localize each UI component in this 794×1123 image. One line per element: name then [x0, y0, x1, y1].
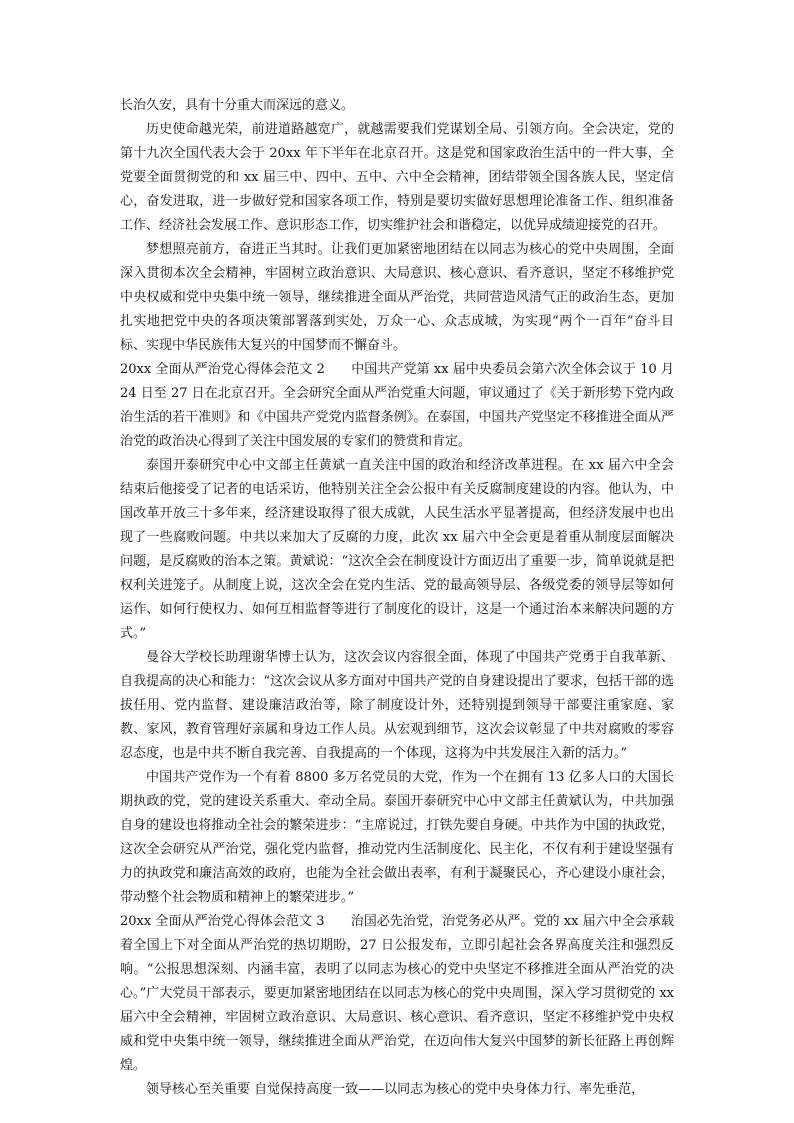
paragraph-sample-2-heading: 20xx 全面从严治党心得体会范文 2 中国共产党第 xx 届中央委员会第六次全体会议于 10 月 24 日至 27 日在北京召开。全会研究全面从严治党重大问题，审议通过了《关于新形势下党内政治生活的若干准则》和《中国共产党党内监督条例》。在泰国，中国共产党坚定不移推进全面从严治党的政治决心得到了关注中国发展的专家们的赞赏和肯定。	[120, 362, 674, 449]
paragraph-party-size: 中国共产党作为一个有着 8800 多万名党员的大党，作为一个在拥有 13 亿多人口的大国长期执政的党，党的建设关系重大、牵动全局。泰国开泰研究中心中文部主任黄斌认为，中共加强自身的建设也将推动全社会的繁荣进步：“主席说过，打铁先要自身硬。中共作为中国的执政党，这次全会研究从严治党，强化党内监督，推动党内生活制度化、民主化，不仅有利于建设坚强有力的执政党和廉洁高效的政府，也能为全社会做出表率，有利于凝聚民心，齐心建设小康社会，带动整个社会物质和精神上的繁荣进步。”	[120, 770, 674, 905]
paragraph-sample-3-heading: 20xx 全面从严治党心得体会范文 3 治国必先治党，治党务必从严。党的 xx 届六中全会承载着全国上下对全面从严治党的热切期盼，27 日公报发布，立即引起社会各界高度关注和强烈反响。“公报思想深刻、内涵丰富，表明了以同志为核心的党中央坚定不移推进全面从严治党的决心。”广大党员干部表示，要更加紧密地团结在以同志为核心的党中央周围，深入学习贯彻党的 xx 届六中全会精神，牢固树立政治意识、大局意识、核心意识、看齐意识，坚定不移维护党中央权威和党中央集中统一领导，继续推进全面从严治党，在迈向伟大复兴中国梦的新长征路上再创辉煌。	[120, 914, 674, 1073]
paragraph-intro-continuation: 长治久安，具有十分重大而深远的意义。	[120, 98, 355, 113]
paragraph-dream-ahead: 梦想照亮前方，奋进正当其时。让我们更加紧密地团结在以同志为核心的党中央周围，全面深入贯彻本次全会精神，牢固树立政治意识、大局意识、核心意识、看齐意识，坚定不移维护党中央权威和党中央集中统一领导，继续推进全面从严治党，共同营造风清气正的政治生态，更加扎实地把党中央的各项决策部署落到实处，万众一心、众志成城，为实现“两个一百年”奋斗目标、实现中华民族伟大复兴的中国梦而不懈奋斗。	[120, 242, 674, 353]
paragraph-huang-bin: 泰国开泰研究中心中文部主任黄斌一直关注中国的政治和经济改革进程。在 xx 届六中全会结束后他接受了记者的电话采访，他特别关注全会公报中有关反腐制度建设的内容。他认为，中国改革开放三十多年来，经济建设取得了很大成就，人民生活水平显著提高，但经济发展中也出现了一些腐败问题。中共以来加大了反腐的力度，此次 xx 届六中全会更是着重从制度层面解决问题，是反腐败的治本之策。黄斌说：“这次全会在制度设计方面迈出了重要一步，简单说就是把权利关进笼子。从制度上说，这次全会在党内生活、党的最高领导层、各级党委的领导层等如何运作、如何行使权力、如何互相监督等进行了制度化的设计，这是一个通过治本来解决问题的方式。”	[120, 458, 674, 641]
document-body	[120, 94, 674, 1102]
paragraph-leadership-core: 领导核心至关重要 自觉保持高度一致——以同志为核心的党中央身体力行、率先垂范，	[146, 1082, 645, 1097]
paragraph-historic-mission: 历史使命越光荣，前进道路越宽广，就越需要我们党谋划全局、引领方向。全会决定，党的第十九次全国代表大会于 20xx 年下半年在北京召开。这是党和国家政治生活中的一件大事，全党要全面贯彻党的和 xx 届三中、四中、五中、六中全会精神，团结带领全国各族人民，坚定信心，奋发进取，进一步做好党和国家各项工作，特别是要切实做好思想理论准备工作、组织准备工作、经济社会发展工作、意识形态工作，切实维护社会和谐稳定，以优异成绩迎接党的召开。	[120, 122, 674, 233]
paragraph-xie-hua: 曼谷大学校长助理谢华博士认为，这次会议内容很全面，体现了中国共产党勇于自我革新、自我提高的决心和能力：“这次会议从多方面对中国共产党的自身建设提出了要求，包括干部的选拔任用、党内监督、建设廉洁政治等，除了制度设计外，还特别提到领导干部要注重家庭、家教、家风，教育管理好亲属和身边工作人员。从宏观到细节，这次会议彰显了中共对腐败的零容忍态度，也是中共不断自我完善、自我提高的一个体现，这将为中共发展注入新的活力。”	[120, 650, 674, 761]
